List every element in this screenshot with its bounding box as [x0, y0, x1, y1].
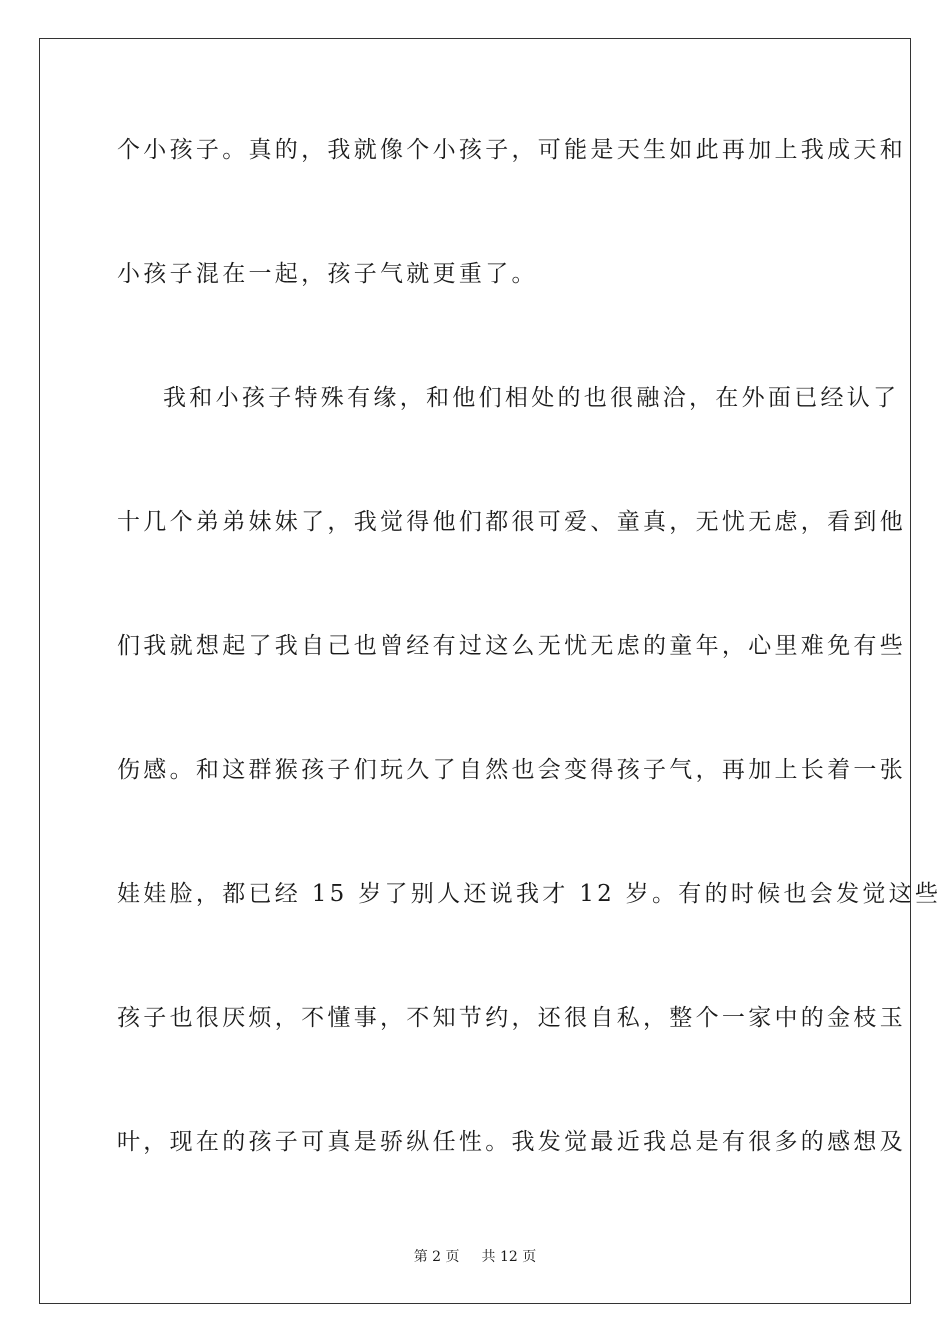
body-text-line: 孩子也很厌烦，不懂事，不知节约，还很自私，整个一家中的金枝玉 [117, 1005, 906, 1031]
body-text-line: 小孩子混在一起，孩子气就更重了。 [117, 261, 538, 287]
paragraph-first-line: 我和小孩子特殊有缘，和他们相处的也很融洽，在外面已经认了 [163, 385, 900, 411]
page-number: 第 2 页 [413, 1249, 460, 1265]
body-text-line: 叶，现在的孩子可真是骄纵任性。我发觉最近我总是有很多的感想及 [117, 1129, 906, 1155]
page-border [39, 38, 942, 1304]
total-pages: 共 12 页 [481, 1249, 537, 1265]
body-text-line: 娃娃脸，都已经 15 岁了别人还说我才 12 岁。有的时候也会发觉这些 [117, 881, 942, 907]
body-text-line: 十几个弟弟妹妹了，我觉得他们都很可爱、童真，无忧无虑，看到他 [117, 509, 906, 535]
body-text-line: 们我就想起了我自己也曾经有过这么无忧无虑的童年，心里难免有些 [117, 633, 906, 659]
body-text-line: 个小孩子。真的，我就像个小孩子，可能是天生如此再加上我成天和 [117, 137, 906, 163]
body-text-line: 伤感。和这群猴孩子们玩久了自然也会变得孩子气，再加上长着一张 [117, 757, 906, 783]
page-footer [0, 1248, 950, 1266]
